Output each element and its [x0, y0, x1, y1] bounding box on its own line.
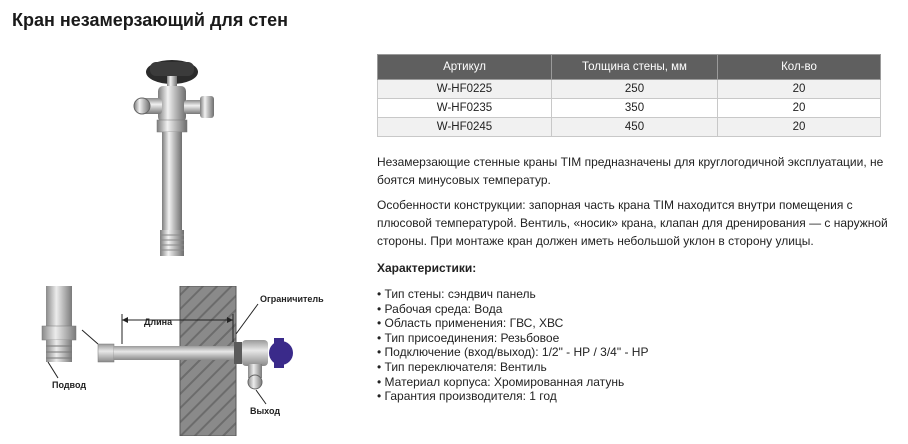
- intro-paragraph: Незамерзающие стенные краны TIM предназначены для круглогодичной эксплуатации, не боятся минусовых температур.: [377, 155, 884, 187]
- supply-pipe: [46, 286, 72, 328]
- table-row: [378, 80, 881, 99]
- header-quantity: Кол-во: [718, 55, 881, 80]
- label-outlet: Выход: [250, 406, 281, 416]
- faucet-product-image: [120, 52, 250, 262]
- list-item: • Рабочая среда: Вода: [377, 302, 648, 317]
- list-item: • Материал корпуса: Хромированная латунь: [377, 375, 648, 390]
- list-item: • Тип стены: сэндвич панель: [377, 287, 648, 302]
- list-item: • Тип переключателя: Вентиль: [377, 360, 648, 375]
- cell-quantity: 20: [718, 118, 881, 137]
- header-wall-thickness: Толщина стены, мм: [552, 55, 718, 80]
- features-paragraph: Особенности конструкции: запорная часть крана TIM находится внутри помещения с плюсовой температурой. Вентиль, «носик» крана, клапан для дренирования — с наружной стороны. При монтаже кран должен иметь небольшой уклон в сторону улицы.: [377, 198, 888, 248]
- cell-quantity: 20: [718, 99, 881, 118]
- table-header-row: [378, 55, 881, 80]
- characteristics-heading: Характеристики:: [377, 261, 477, 275]
- list-item: • Тип присоединения: Резьбовое: [377, 331, 648, 346]
- list-item: • Гарантия производителя: 1 год: [377, 389, 648, 404]
- cell-article: W-HF0245: [378, 118, 552, 137]
- header-article: Артикул: [378, 55, 552, 80]
- installation-diagram: [18, 286, 348, 436]
- spec-table: [377, 54, 881, 137]
- cell-article: W-HF0225: [378, 80, 552, 99]
- table-row: [378, 118, 881, 137]
- cell-article: W-HF0235: [378, 99, 552, 118]
- cell-quantity: 20: [718, 80, 881, 99]
- label-limiter: Ограничитель: [260, 294, 324, 304]
- list-item: • Область применения: ГВС, ХВС: [377, 316, 648, 331]
- label-length: Длина: [144, 317, 173, 327]
- faucet-pipe: [114, 346, 254, 360]
- cell-thickness: 250: [552, 80, 718, 99]
- label-inlet: Подвод: [52, 380, 87, 390]
- wall: [180, 286, 236, 436]
- table-row: [378, 99, 881, 118]
- characteristics-list: [377, 287, 648, 404]
- cell-thickness: 350: [552, 99, 718, 118]
- page-title: Кран незамерзающий для стен: [12, 10, 289, 30]
- list-item: • Подключение (вход/выход): 1/2" - НР / 3/4" - НР: [377, 345, 648, 360]
- cell-thickness: 450: [552, 118, 718, 137]
